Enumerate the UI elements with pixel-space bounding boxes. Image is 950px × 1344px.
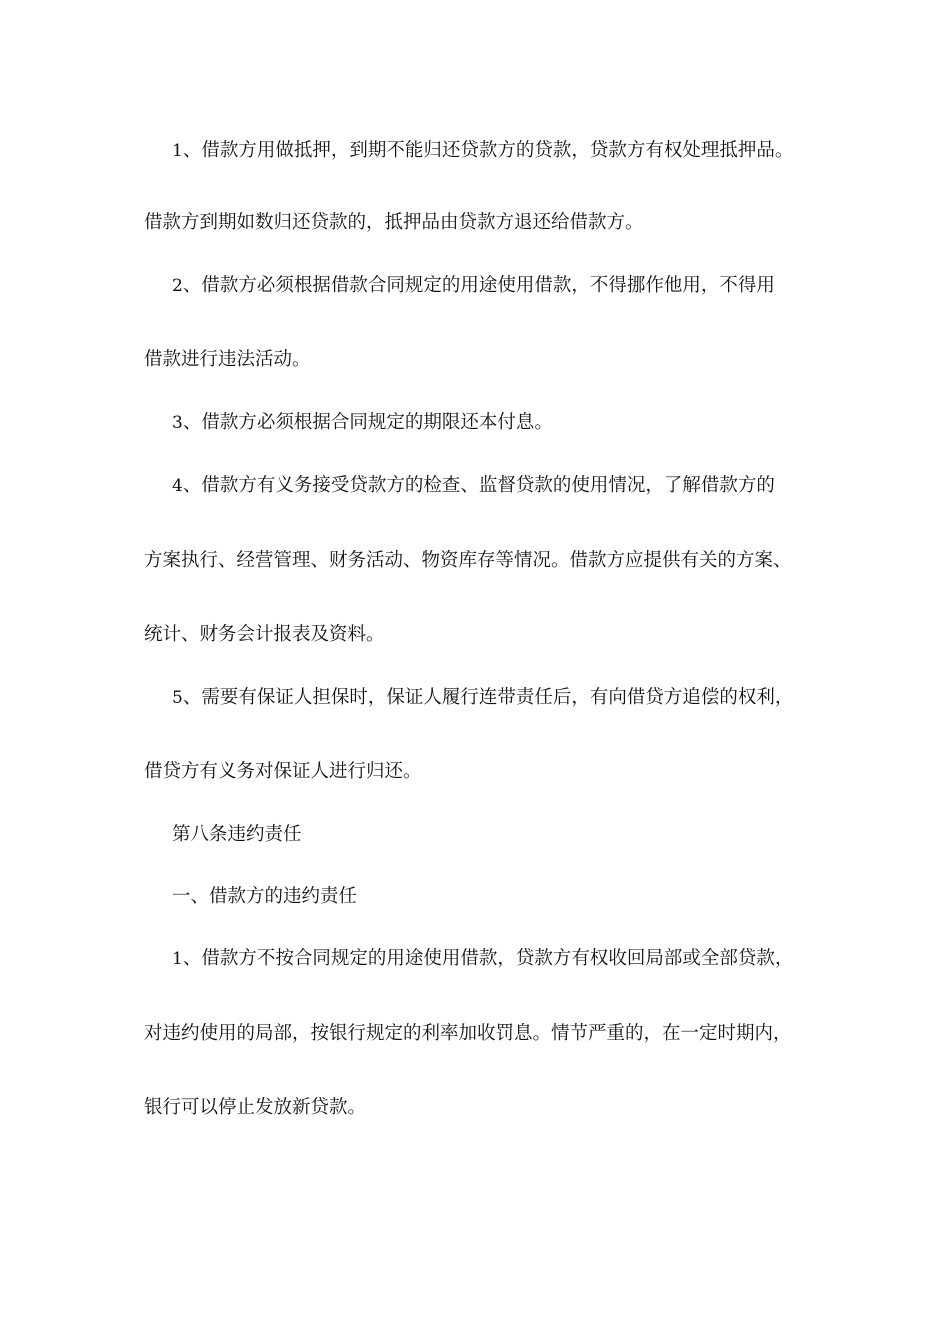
line-text: 、需要有保证人担保时，保证人履行连带责任后，有向借贷方追偿的权利， bbox=[182, 687, 794, 708]
line-text: 借贷方有义务对保证人进行归还。 bbox=[144, 761, 422, 782]
paragraph-line bbox=[144, 1021, 809, 1047]
paragraph-line bbox=[144, 1095, 809, 1121]
paragraph-line bbox=[172, 685, 809, 711]
line-text: 、借款方不按合同规定的用途使用借款，贷款方有权收回局部或全部贷款， bbox=[182, 948, 794, 969]
line-text: 、借款方用做抵押，到期不能归还贷款方的贷款，贷款方有权处理抵押品。 bbox=[182, 140, 794, 161]
line-text: 借款进行违法活动。 bbox=[144, 349, 311, 370]
item-number: 4 bbox=[172, 476, 183, 496]
line-text: 对违约使用的局部，按银行规定的利率加收罚息。情节严重的，在一定时期内， bbox=[144, 1023, 792, 1044]
item-number: 3 bbox=[172, 413, 183, 433]
paragraph-line bbox=[144, 759, 809, 785]
subsection-heading bbox=[172, 884, 809, 910]
paragraph-line bbox=[144, 548, 809, 574]
line-text: 、借款方有义务接受贷款方的检查、监督贷款的使用情况，了解借款方的 bbox=[182, 475, 775, 496]
paragraph-line bbox=[172, 473, 809, 499]
item-number: 1 bbox=[172, 141, 183, 161]
paragraph-line bbox=[144, 347, 809, 373]
line-text: 银行可以停止发放新贷款。 bbox=[144, 1097, 367, 1118]
paragraph-line bbox=[144, 622, 809, 648]
section-heading bbox=[172, 822, 809, 848]
line-text: 一、借款方的违约责任 bbox=[172, 886, 358, 907]
paragraph-line bbox=[172, 946, 809, 972]
line-text: 、借款方必须根据合同规定的期限还本付息。 bbox=[182, 412, 553, 433]
paragraph-line bbox=[172, 138, 809, 164]
paragraph-line bbox=[144, 210, 809, 236]
line-text: 第八条违约责任 bbox=[172, 824, 302, 845]
line-text: 借款方到期如数归还贷款的，抵押品由贷款方退还给借款方。 bbox=[144, 212, 644, 233]
paragraph-line bbox=[172, 273, 809, 299]
item-number: 2 bbox=[172, 276, 183, 296]
item-number: 5 bbox=[172, 688, 183, 708]
line-text: 、借款方必须根据借款合同规定的用途使用借款，不得挪作他用，不得用 bbox=[182, 275, 775, 296]
item-number: 1 bbox=[172, 949, 183, 969]
line-text: 方案执行、经营管理、财务活动、物资库存等情况。借款方应提供有关的方案、 bbox=[144, 550, 792, 571]
line-text: 统计、财务会计报表及资料。 bbox=[144, 624, 385, 645]
paragraph-line bbox=[172, 410, 809, 436]
